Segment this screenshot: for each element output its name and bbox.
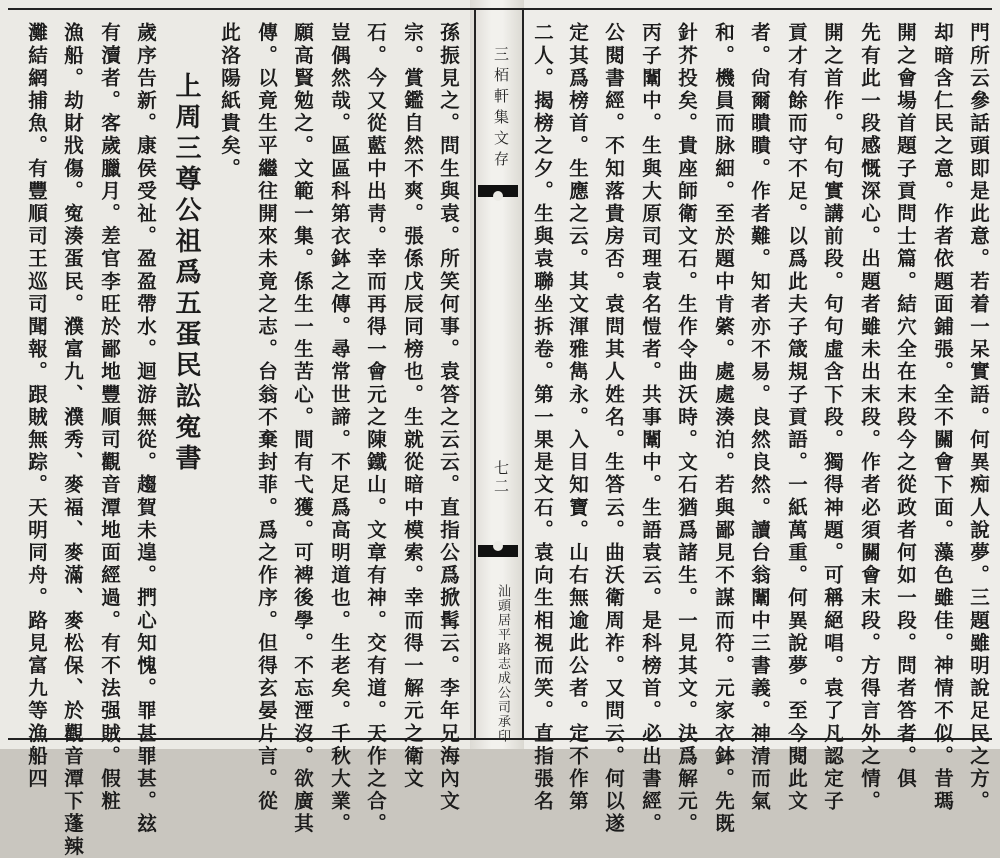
frame-top-line: [8, 8, 992, 10]
section-title: 上周三尊公祖爲五蛋民訟寃書: [171, 72, 201, 475]
text-column: 石。今又從藍中出靑。幸而再得一會元之陳鐵山。文章有神。交有道。天作之合。: [364, 22, 387, 836]
book-title: 三栢軒集文存: [492, 46, 510, 172]
text-column: 傳。以竟生平繼往開來未竟之志。台翁不棄封菲。爲之作序。但得玄晏片言。從: [255, 22, 278, 813]
text-column: 者。尙爾瞶瞶。作者難。知者亦不易。良然良然。讀台翁闈中三書義。神清而氣: [748, 22, 771, 813]
fish-tail-top-ornament: [478, 185, 518, 197]
text-column: 開之會場首題子貢問士篇。結穴全在末段今之從政者何如一段。問者答者。俱: [894, 22, 917, 791]
frame-center-left-line: [474, 8, 476, 740]
text-column: 貢才有餘而守不足。以爲此夫子箴規子貢語。一紙萬重。何異說夢。至今閱此文: [785, 22, 808, 813]
text-column: 針芥投矣。貴座師衛文石。生作令曲沃時。文石猶爲諸生。一見其文。決爲解元。: [675, 22, 698, 836]
frame-center-right-line: [522, 8, 524, 740]
text-column: 豈偶然哉。區區科第衣鉢之傳。尋常世諦。不足爲高明道也。生老矣。千秋大業。: [328, 22, 351, 836]
text-column: 丙子闈中。生與大原司理袁名愷者。共事闈中。生語袁云。是科榜首。必出書經。: [639, 22, 662, 836]
text-column: 先有此一段感慨深心。出題者雖未出末段。作者必須關會末段。方得言外之情。: [858, 22, 881, 813]
text-column: 開之首作。句句實講前段。句句虛含下段。獨得神題。可稱絕唱。袁了凡認定子: [821, 22, 844, 813]
text-column: 此洛陽紙貴矣。: [218, 22, 241, 181]
text-column: 門所云參話頭即是此意。若着一呆實語。何異痴人說夢。三題雖明說足民之方。: [967, 22, 990, 813]
text-column: 孫振見之。問生與袁。所笑何事。袁答之云云。直指公爲掀髯云。李年兄海內文: [437, 22, 460, 813]
fish-tail-bottom-ornament: [478, 545, 518, 557]
printer-imprint: 汕頭居平路志成公司承印: [495, 584, 510, 744]
text-column: 却暗含仁民之意。作者依題面鋪張。全不關會下面。藻色雖佳。神情不似。昔瑪: [931, 22, 954, 813]
text-column: 漁船。劫財戕傷。寃湊蛋民。濮富九、濮秀、麥福、麥滿、麥松保、於觀音潭下蓬辣: [61, 22, 84, 858]
text-column: 公閱書經。不知落貴房否。袁問其人姓名。生答云。曲沃衛周祚。又問云。何以遂: [602, 22, 625, 836]
text-column: 二人。揭榜之夕。生與袁聯坐拆卷。第一果是文石。袁向生相視而笑。直指張名: [531, 22, 554, 813]
text-column: 灘結網捕魚。有豐順司王巡司聞報。跟賊無踪。天明同舟。路見富九等漁船四: [25, 22, 48, 791]
text-column: 有瀆者。客歲臘月。差官李旺於鄙地豐順司觀音潭地面經過。有不法强賊。假粧: [98, 22, 121, 813]
text-column: 和。機員而脉細。至於題中肯綮。處處湊泊。若與鄙見不謀而符。元家衣鉢。先既: [712, 22, 735, 836]
text-column: 宗。賞鑑自然不爽。張係戊辰同榜也。生就從暗中模索。幸而得一解元之衛文: [401, 22, 424, 791]
text-column: 定其爲榜首。生應之云。其文渾雅雋永。入目知寶。山右無逾此公者。定不作第: [566, 22, 589, 813]
page-number: 七二: [492, 460, 510, 496]
text-column: 歲序告新。康侯受祉。盈盈帶水。迴游無從。趨賀未遑。捫心知愧。罪甚罪甚。玆: [134, 22, 157, 836]
text-column: 願高賢勉之。文範一集。係生一生苦心。間有弋獲。可裨後學。不忘湮沒。欲廣其: [291, 22, 314, 836]
